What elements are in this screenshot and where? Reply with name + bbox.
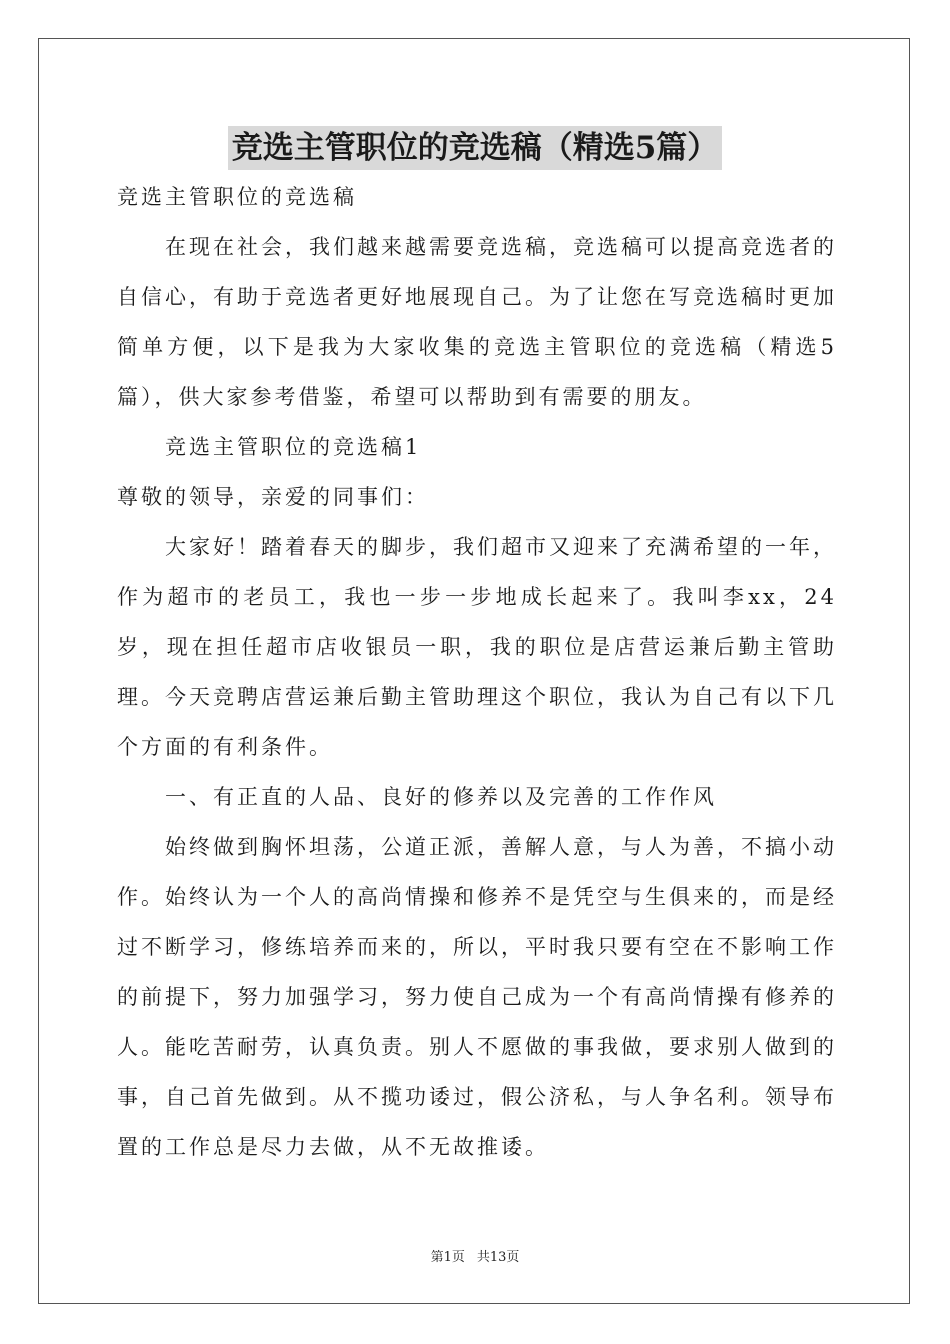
document-subtitle: 竞选主管职位的竞选稿 [117, 185, 357, 209]
page-number: 第1页 [430, 1250, 465, 1265]
body-paragraph: 始终做到胸怀坦荡，公道正派，善解人意，与人为善，不搞小动作。始终认为一个人的高尚情操和修养不是凭空与生俱来的，而是经过不断学习，修练培养而来的，所以，平时我只要有空在不影响工作的前提下，努力加强学习，努力使自己成为一个有高尚情操有修养的人。能吃苦耐劳，认真负责。别人不愿做的事我做，要求别人做到的事，自己首先做到。从不揽功诿过，假公济私，与人争名利。领导布置的工作总是尽力去做，从不无故推诿。 [117, 835, 837, 1159]
intro-paragraph: 在现在社会，我们越来越需要竞选稿，竞选稿可以提高竞选者的自信心，有助于竞选者更好地展现自己。为了让您在写竞选稿时更加简单方便，以下是我为大家收集的竞选主管职位的竞选稿（精选5篇），供大家参考借鉴，希望可以帮助到有需要的朋友。 [117, 235, 837, 409]
body-paragraph: 大家好！踏着春天的脚步，我们超市又迎来了充满希望的一年，作为超市的老员工，我也一步一步地成长起来了。我叫李xx，24岁，现在担任超市店收银员一职，我的职位是店营运兼后勤主管助理。今天竞聘店营运兼后勤主管助理这个职位，我认为自己有以下几个方面的有利条件。 [117, 535, 837, 759]
salutation: 尊敬的领导，亲爱的同事们： [117, 485, 429, 509]
section-heading: 竞选主管职位的竞选稿1 [165, 435, 422, 459]
page-total: 共13页 [476, 1250, 520, 1265]
document-body [117, 172, 837, 1172]
page-footer [0, 1246, 950, 1265]
point-heading: 一、有正直的人品、良好的修养以及完善的工作作风 [165, 785, 717, 809]
title-container [0, 126, 950, 170]
document-title: 竞选主管职位的竞选稿（精选5篇） [228, 126, 723, 170]
